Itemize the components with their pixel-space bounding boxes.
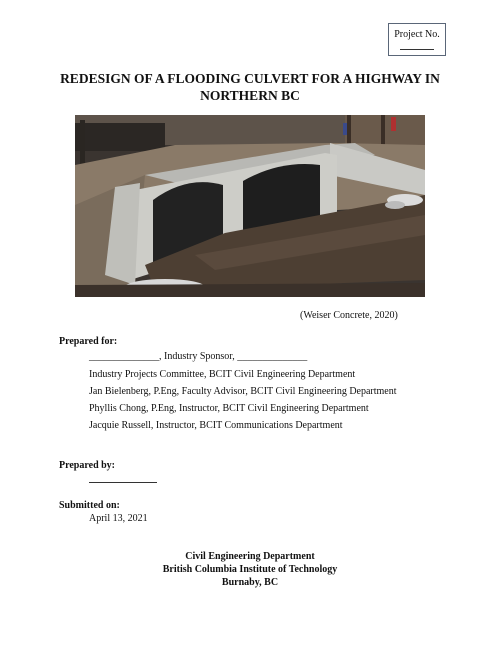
prepared-for-line: Phyllis Chong, P.Eng, Instructor, BCIT Civil Engineering Department (89, 403, 369, 414)
culvert-photo-icon (75, 115, 425, 297)
footer-department: Civil Engineering Department (185, 551, 315, 562)
project-number-box (388, 23, 446, 56)
document-title: REDESIGN OF A FLOODING CULVERT FOR A HIGHWAY IN NORTHERN BC (60, 71, 440, 103)
prepared-for-line: Jan Bielenberg, P.Eng, Faculty Advisor, BCIT Civil Engineering Department (89, 386, 397, 397)
footer-institution: British Columbia Institute of Technology (162, 564, 338, 575)
submitted-on-label: Submitted on: (59, 500, 120, 511)
prepared-for-line: Industry Projects Committee, BCIT Civil Engineering Department (89, 369, 356, 380)
prepared-for-line: ______________, Industry Sponsor, ______________ (89, 351, 308, 362)
submission-date: April 13, 2021 (89, 513, 148, 524)
prepared-by-blank (89, 482, 157, 483)
culvert-photo (75, 115, 425, 297)
photo-caption: (Weiser Concrete, 2020) (300, 310, 398, 321)
project-number-blank (400, 49, 434, 50)
project-number-label: Project No. (394, 29, 440, 40)
prepared-for-line: Jacquie Russell, Instructor, BCIT Communications Department (89, 420, 343, 431)
prepared-by-label: Prepared by: (59, 460, 116, 471)
prepared-for-label: Prepared for: (59, 336, 118, 347)
footer-location: Burnaby, BC (221, 577, 279, 588)
